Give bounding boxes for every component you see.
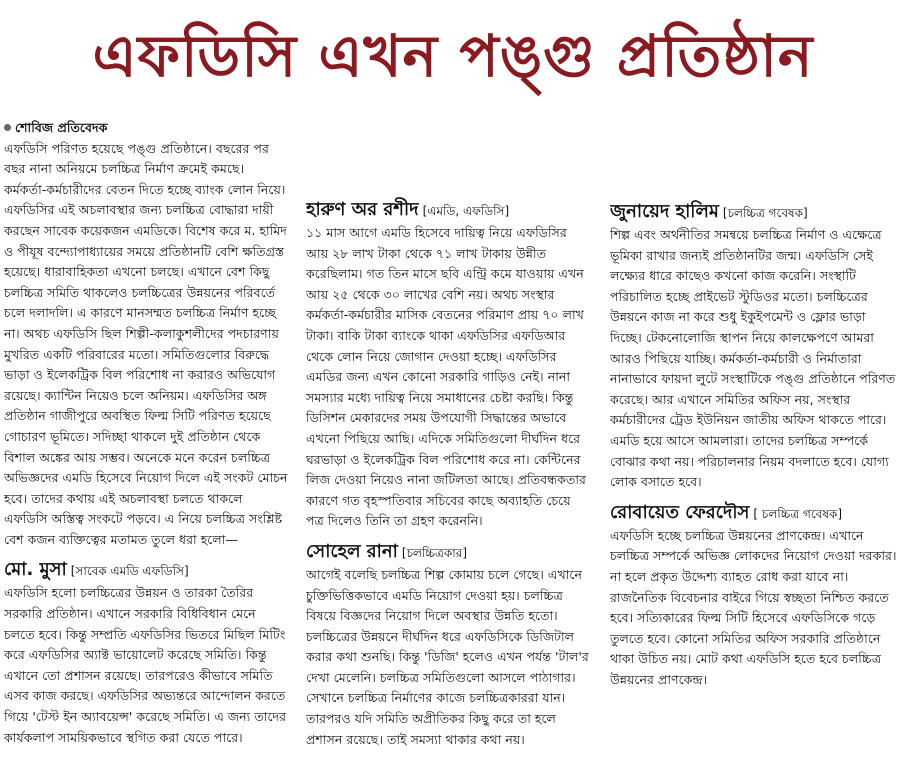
speaker-quote: আগেই বলেছি চলচ্চিত্র শিল্প কোমায় চলে গেছে। এখানে চুক্তিভিত্তিকভাবে এমডি নিয়োগ দেওয়া হয়। চলচ্চিত্র বিষয়ে বিজ্ঞদের নিয়োগ দিলে অবস্থার উন্নতি হতো। চলচ্চিত্রের উন্নয়নে দীর্ঘদিন ধরে এফডিসিকে ডিজিটাল করার কথা শুনছি। কিন্তু 'ডিজি' হলেও এখন পর্যন্ত 'টাল'র দেখা মেলেনি। চলচ্চিত্র সমিতিগুলো আসলে পাঠাগার। সেখানে চলচ্চিত্র নির্মাণের কাজে চলচ্চিত্রকাররা যান। তারপরও যদি সমিতি অপ্রীতিকর কিছু করে তা হলে প্রশাসন রয়েছে। তাই সমস্যা থাকার কথা নয়।	[306, 566, 589, 747]
speaker-role: [চলচ্চিত্র গবেষক]	[722, 206, 808, 220]
headline: এফডিসি এখন পঙ্গু প্রতিষ্ঠান	[92, 22, 814, 90]
speaker-heading	[306, 198, 592, 223]
speaker-name: হারুণ অর রশীদ	[306, 199, 419, 220]
speaker-quote: শিল্প এবং অর্থনীতির সমন্বয়ে চলচ্চিত্র নির্মাণ ও এক্ষেত্রে ভূমিকা রাখার জন্যই প্রতিষ্ঠানটির জন্ম। এফডিসি সেই লক্ষ্যের ধারে কাছেও কখনো কাজ করেনি। সংস্থাটি পরিচালিত হচ্ছে প্রাইভেট স্টুডিওর মতো। চলচ্চিত্রের উন্নয়নে কাজ না করে শুধু ইকুইপমেন্ট ও ফ্লোর ভাড়া দিচ্ছে। টেকনোলোজি স্থাপন নিয়ে কালক্ষেপণে আমরা আরও পিছিয়ে যাচ্ছি। কর্মকর্তা-কর্মচারী ও নির্মাতারা নানাভাবে ফায়দা লুটে সংস্থাটিকে পঙ্গু প্রতিষ্ঠানে পরিণত করেছে। আর এখানে সমিতির অফিস নয়, সংস্থার কর্মচারীদের ট্রেড ইউনিয়ন জাতীয় অফিস থাকতে পারে। এমডি হয়ে আসে আমলারা। তাদের চলচ্চিত্র সম্পর্কে বোঝার কথা নয়। পরিচালনার নিয়ম বদলাতে হবে। যোগ্য লোক বসাতে হবে।	[610, 227, 896, 490]
speaker-quote: ১১ মাস আগে এমডি হিসেবে দায়িত্ব নিয়ে এফডিসির আয় ২৮ লাখ টাকা থেকে ৭১ লাখ টাকায় উন্নীত করেছিলাম। গত তিন মাসে ছবি এন্ট্রি কমে যাওয়ায় এখন আয় ২৫ থেকে ৩০ লাখের বেশি নয়। অথচ সংস্থার কর্মকর্তা-কর্মচারীর মাসিক বেতনের পরিমাণ প্রায় ৭০ লাখ টাকা। বাকি টাকা ব্যাংকে থাকা এফডিসির এফডিআর থেকে লোন নিয়ে জোগান দেওয়া হচ্ছে। এফডিসির এমডির জন্য এখন কোনো সরকারি গাড়িও নেই। নানা সমস্যার মধ্যে দায়িত্ব নিয়ে সমাধানের চেষ্টা করছি। কিন্তু ডিসিশন মেকারদের সময় উপযোগী সিদ্ধান্তের অভাবে এখনো পিছিয়ে আছি। এদিকে সমিতিগুলো দীর্ঘদিন ধরে ঘরভাড়া ও ইলেকট্রিক বিল পরিশোধ করে না। কেন্টিনের লিজ দেওয়া নিয়েও নানা জটিলতা আছে। প্রতিবন্ধকতার কারণে গত বৃহস্পতিবার সচিবের কাছে অব্যাহতি চেয়ে পত্র দিলেও তিনি তা গ্রহণ করেননি।	[306, 225, 586, 529]
speaker-heading	[306, 540, 592, 565]
speaker-heading	[4, 558, 290, 583]
speaker-role: [এমডি, এফডিসি]	[422, 204, 510, 218]
speaker-name: মো. মুসা	[4, 559, 67, 581]
speaker-quote: এফডিসি হলো চলচ্চিত্রের উন্নয়ন ও তারকা তৈরির সরকারি প্রতিষ্ঠান। এখানে সরকারি বিধিবিধান মেনে চলতে হবে। কিন্তু সম্প্রতি এফডিসির ভিতরে মিছিল মিটিং করে এফডিসির অ্যাক্ট ভায়োলেট করেছে সমিতি। কিন্তু এখানে তো প্রশাসন রয়েছে। তারপরেও কীভাবে সমিতি এসব কাজ করছে। এফডিসির অভ্যন্তরে আন্দোলন করতে গিয়ে 'টেস্ট ইন অ্যাবয়েন্স' করেছে সমিতি। এ জন্য তাদের কার্যকলাপ সাময়িকভাবে স্থগিত করা যেতে পারে।	[4, 585, 287, 745]
article-column-3	[610, 118, 900, 754]
speaker-name: সোহেল রানা	[306, 540, 398, 562]
speaker-heading	[610, 200, 900, 225]
speaker-role: [ চলচ্চিত্র গবেষক]	[753, 506, 843, 521]
intro-paragraph: এফডিসি পরিণত হয়েছে পঙ্গু প্রতিষ্ঠানে। বছরের পর বছর নানা অনিয়মে চলচ্চিত্র নির্মাণ ক্রমেই কমছে। কর্মকর্তা-কর্মচারীদের বেতন দিতে হচ্ছে ব্যাংক লোন নিয়ে। এফডিসির এই অচলাবস্থার জন্য চলচ্চিত্র বোদ্ধারা দায়ী করছেন সাবেক কয়েকজন এমডিকে। বিশেষ করে ম. হামিদ ও পীযূষ বন্দ্যোপাধ্যায়ের সময়ে প্রতিষ্ঠানটি বেশি ক্ষতিগ্রস্ত হয়েছে। ধারাবাহিকতা এখনো চলছে। এখানে বেশ কিছু চলচ্চিত্র সমিতি থাকলেও চলচ্চিত্রের উন্নয়নের পরিবর্তে চলে দলাদলি। এ কারণে মানসম্মত চলচ্চিত্র নির্মাণ হচ্ছে না। অথচ এফডিসি ছিল শিল্পী-কলাকুশলীদের পদচারণায় মুখরিত একটি পরিবারের মতো। সমিতিগুলোর বিরুদ্ধে ভাড়া ও ইলেকট্রিক বিল পরিশোধ না করারও অভিযোগ রয়েছে। ক্যান্টিন নিয়েও চলে অনিয়ম। এফডিসির অঙ্গ প্রতিষ্ঠান গাজীপুরে অবস্থিত ফিল্ম সিটি পরিণত হয়েছে গোচারণ ভূমিতে। সদিচ্ছা থাকলে দুই প্রতিষ্ঠান থেকে বিশাল অঙ্কের আয় সম্ভব। অনেকে মনে করেন চলচ্চিত্র অভিজ্ঞদের এমডি হিসেবে নিয়োগ দিলে এই সংকট মোচন হবে। তাদের কথায় এই অচলাবস্থা চলতে থাকলে এফডিসি অস্তিত্ব সংকটে পড়বে। এ নিয়ে চলচ্চিত্র সংশ্লিষ্ট বেশ কজন ব্যক্তিত্বের মতামত তুলে ধরা হলো—	[4, 140, 288, 547]
byline	[4, 118, 290, 139]
article-column-1	[4, 118, 290, 754]
speaker-quote: এফডিসি হচ্ছে চলচ্চিত্র উন্নয়নের প্রাণকেন্দ্র। এখানে চলচ্চিত্র সম্পর্কে অভিজ্ঞ লোকদের নিয়োগ দেওয়া দরকার। না হলে প্রকৃত উদ্দেশ্য ব্যাহত রোধ করা যাবে না। রাজনৈতিক বিবেচনার বাইরে গিয়ে স্বচ্ছতা নিশ্চিত করতে হবে। সত্যিকারের ফিল্ম সিটি হিসেবে এফডিসিকে গড়ে তুলতে হবে। কোনো সমিতির অফিস সরকারি প্রতিষ্ঠানে থাকা উচিত নয়। মোট কথা এফডিসি হতে হবে চলচ্চিত্র উন্নয়নের প্রাণকেন্দ্র।	[610, 527, 897, 687]
bullet-icon	[4, 124, 11, 131]
article-column-2	[306, 118, 592, 754]
speaker-name: রোবায়েত ফেরদৌস	[610, 501, 750, 523]
speaker-heading	[610, 501, 900, 526]
speaker-role: [চলচ্চিত্রকার]	[401, 545, 468, 560]
byline-text: শোবিজ প্রতিবেদক	[15, 120, 108, 135]
speaker-role: [সাবেক এমডি এফডিসি]	[70, 564, 189, 579]
speaker-name: জুনায়েদ হালিম	[610, 201, 719, 222]
